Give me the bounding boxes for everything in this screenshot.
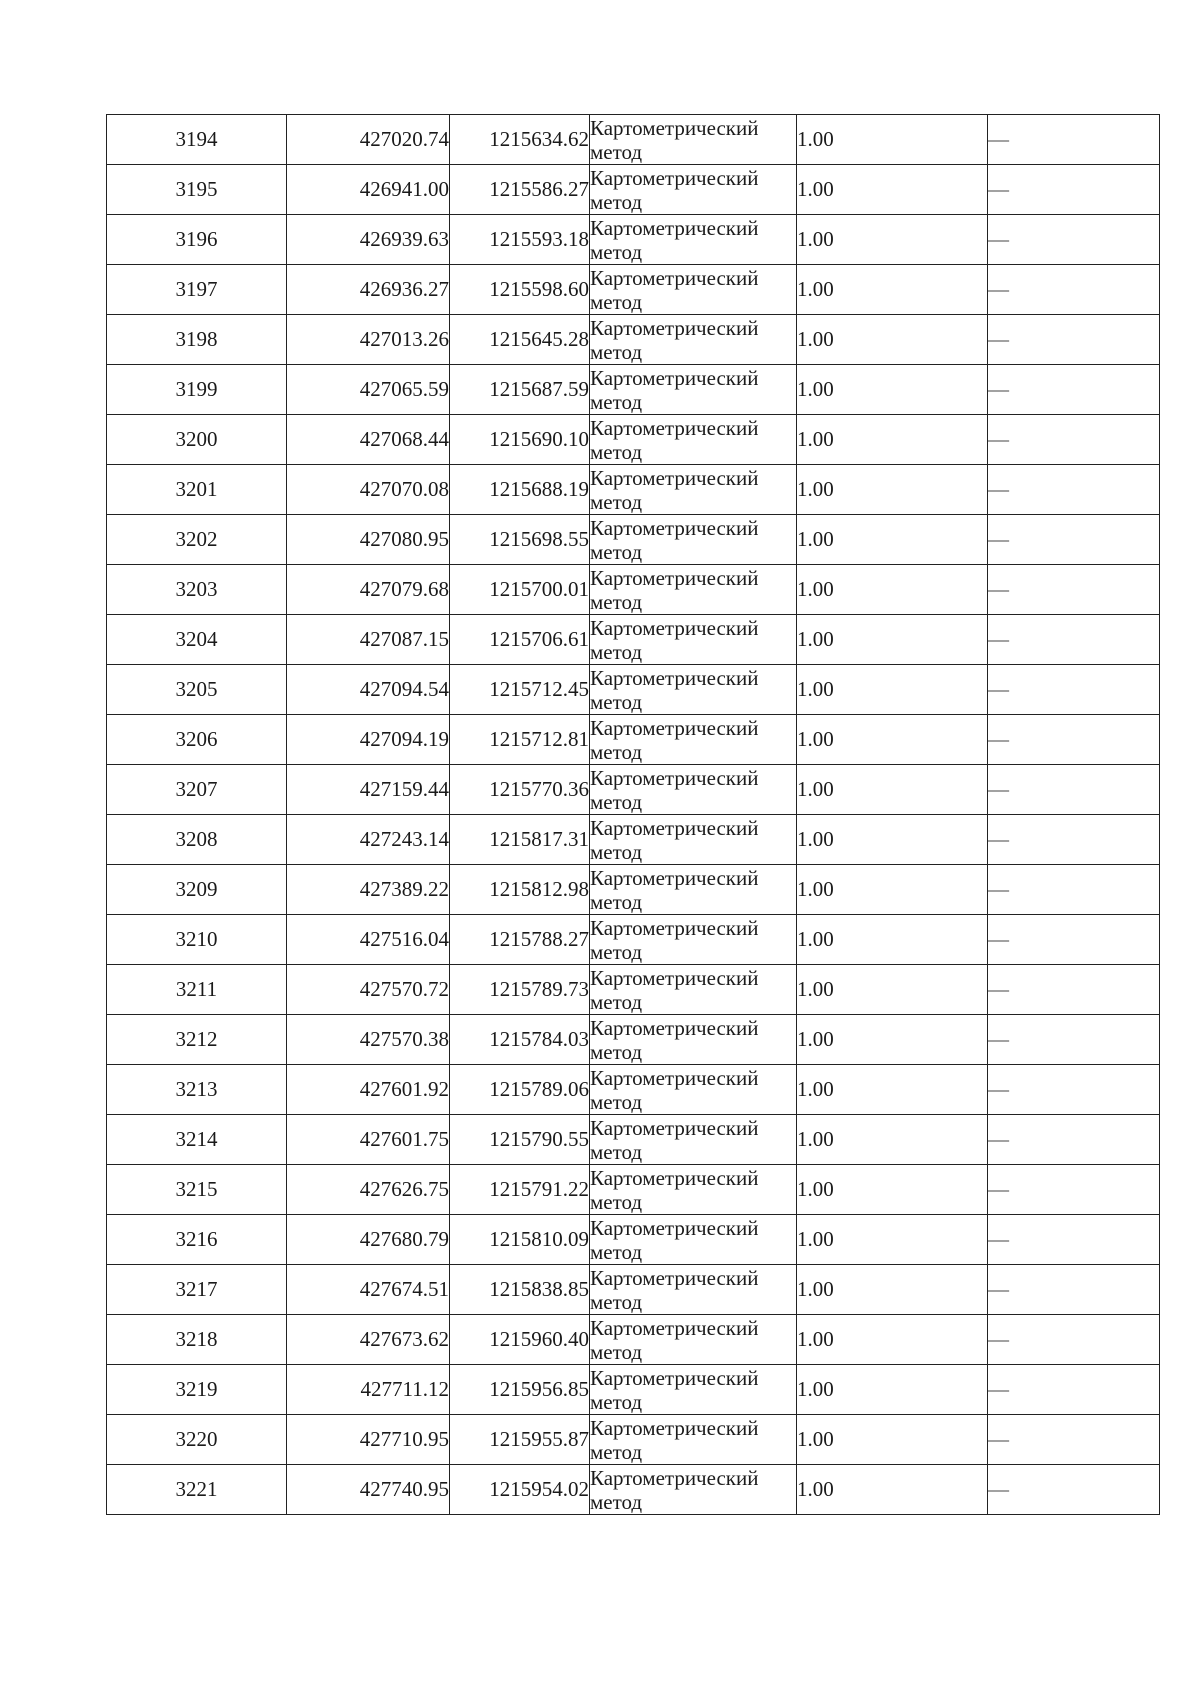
method-text: Картометрический	[590, 1315, 759, 1340]
table-row	[107, 1215, 1160, 1265]
method-cell	[590, 1115, 797, 1165]
method-text: Картометрический	[590, 1265, 759, 1290]
x-coordinate-cell: 427673.62	[287, 1315, 450, 1365]
table-row	[107, 215, 1160, 265]
point-number-cell: 3200	[107, 415, 287, 465]
point-number-cell: 3219	[107, 1365, 287, 1415]
method-text: Картометрический	[590, 115, 759, 140]
method-text: метод	[590, 189, 643, 214]
method-text: метод	[590, 289, 643, 314]
method-cell	[590, 515, 797, 565]
accuracy-cell: 1.00	[797, 915, 988, 965]
point-number-cell: 3197	[107, 265, 287, 315]
x-coordinate-cell: 426936.27	[287, 265, 450, 315]
accuracy-cell: 1.00	[797, 1215, 988, 1265]
point-number-cell: 3210	[107, 915, 287, 965]
method-cell	[590, 1465, 797, 1515]
y-coordinate-cell: 1215817.31	[450, 815, 590, 865]
method-cell	[590, 965, 797, 1015]
x-coordinate-cell: 427570.72	[287, 965, 450, 1015]
method-text: метод	[590, 389, 643, 414]
description-cell: —	[988, 1365, 1160, 1415]
point-number-cell: 3220	[107, 1415, 287, 1465]
x-coordinate-cell: 427516.04	[287, 915, 450, 965]
description-cell: —	[988, 1065, 1160, 1115]
table-row	[107, 1265, 1160, 1315]
description-cell: —	[988, 415, 1160, 465]
table-row	[107, 615, 1160, 665]
method-text: Картометрический	[590, 765, 759, 790]
method-text: метод	[590, 1139, 643, 1164]
table-row	[107, 165, 1160, 215]
table-row	[107, 415, 1160, 465]
description-cell: —	[988, 965, 1160, 1015]
method-text: Картометрический	[590, 365, 759, 390]
point-number-cell: 3217	[107, 1265, 287, 1315]
y-coordinate-cell: 1215688.19	[450, 465, 590, 515]
method-text: Картометрический	[590, 1215, 759, 1240]
method-text: Картометрический	[590, 965, 759, 990]
accuracy-cell: 1.00	[797, 1065, 988, 1115]
description-cell: —	[988, 765, 1160, 815]
description-cell: —	[988, 215, 1160, 265]
method-text: Картометрический	[590, 1465, 759, 1490]
method-text: метод	[590, 139, 643, 164]
method-text: Картометрический	[590, 215, 759, 240]
method-text: Картометрический	[590, 565, 759, 590]
description-cell: —	[988, 1465, 1160, 1515]
y-coordinate-cell: 1215687.59	[450, 365, 590, 415]
method-cell	[590, 465, 797, 515]
method-cell	[590, 265, 797, 315]
y-coordinate-cell: 1215955.87	[450, 1415, 590, 1465]
accuracy-cell: 1.00	[797, 965, 988, 1015]
method-text: Картометрический	[590, 615, 759, 640]
method-text: метод	[590, 1239, 643, 1264]
y-coordinate-cell: 1215645.28	[450, 315, 590, 365]
method-text: метод	[590, 989, 643, 1014]
method-text: метод	[590, 439, 643, 464]
description-cell: —	[988, 1315, 1160, 1365]
method-text: метод	[590, 1039, 643, 1064]
method-text: метод	[590, 589, 643, 614]
point-number-cell: 3204	[107, 615, 287, 665]
point-number-cell: 3194	[107, 115, 287, 165]
table-row	[107, 1315, 1160, 1365]
accuracy-cell: 1.00	[797, 765, 988, 815]
method-text: метод	[590, 239, 643, 264]
y-coordinate-cell: 1215770.36	[450, 765, 590, 815]
y-coordinate-cell: 1215784.03	[450, 1015, 590, 1065]
x-coordinate-cell: 427065.59	[287, 365, 450, 415]
method-text: метод	[590, 889, 643, 914]
point-number-cell: 3198	[107, 315, 287, 365]
point-number-cell: 3214	[107, 1115, 287, 1165]
point-number-cell: 3216	[107, 1215, 287, 1265]
method-text: метод	[590, 739, 643, 764]
point-number-cell: 3202	[107, 515, 287, 565]
description-cell: —	[988, 715, 1160, 765]
method-text: метод	[590, 689, 643, 714]
y-coordinate-cell: 1215788.27	[450, 915, 590, 965]
x-coordinate-cell: 427711.12	[287, 1365, 450, 1415]
method-cell	[590, 365, 797, 415]
table-row	[107, 1115, 1160, 1165]
description-cell: —	[988, 615, 1160, 665]
y-coordinate-cell: 1215810.09	[450, 1215, 590, 1265]
method-cell	[590, 565, 797, 615]
accuracy-cell: 1.00	[797, 815, 988, 865]
method-cell	[590, 715, 797, 765]
description-cell: —	[988, 365, 1160, 415]
point-number-cell: 3208	[107, 815, 287, 865]
method-text: Картометрический	[590, 1165, 759, 1190]
accuracy-cell: 1.00	[797, 315, 988, 365]
method-text: Картометрический	[590, 1115, 759, 1140]
description-cell: —	[988, 1265, 1160, 1315]
description-cell: —	[988, 465, 1160, 515]
method-text: метод	[590, 1289, 643, 1314]
point-number-cell: 3196	[107, 215, 287, 265]
x-coordinate-cell: 427243.14	[287, 815, 450, 865]
method-cell	[590, 1315, 797, 1365]
method-text: метод	[590, 1489, 643, 1514]
table-row	[107, 665, 1160, 715]
table-row	[107, 915, 1160, 965]
method-text: метод	[590, 789, 643, 814]
x-coordinate-cell: 427094.19	[287, 715, 450, 765]
table-row	[107, 865, 1160, 915]
accuracy-cell: 1.00	[797, 715, 988, 765]
y-coordinate-cell: 1215706.61	[450, 615, 590, 665]
table-row	[107, 1415, 1160, 1465]
table-row	[107, 515, 1160, 565]
description-cell: —	[988, 1165, 1160, 1215]
accuracy-cell: 1.00	[797, 165, 988, 215]
method-text: метод	[590, 839, 643, 864]
coordinates-table	[106, 114, 1160, 1515]
method-text: Картометрический	[590, 465, 759, 490]
method-text: метод	[590, 539, 643, 564]
method-cell	[590, 1165, 797, 1215]
accuracy-cell: 1.00	[797, 1415, 988, 1465]
x-coordinate-cell: 427570.38	[287, 1015, 450, 1065]
table-row	[107, 1165, 1160, 1215]
x-coordinate-cell: 427080.95	[287, 515, 450, 565]
x-coordinate-cell: 427710.95	[287, 1415, 450, 1465]
method-cell	[590, 765, 797, 815]
table-row	[107, 1465, 1160, 1515]
table-row	[107, 715, 1160, 765]
table-row	[107, 365, 1160, 415]
y-coordinate-cell: 1215712.45	[450, 665, 590, 715]
method-text: Картометрический	[590, 1065, 759, 1090]
method-cell	[590, 315, 797, 365]
method-text: метод	[590, 339, 643, 364]
accuracy-cell: 1.00	[797, 365, 988, 415]
accuracy-cell: 1.00	[797, 515, 988, 565]
method-cell	[590, 815, 797, 865]
description-cell: —	[988, 115, 1160, 165]
accuracy-cell: 1.00	[797, 265, 988, 315]
point-number-cell: 3211	[107, 965, 287, 1015]
x-coordinate-cell: 427601.75	[287, 1115, 450, 1165]
accuracy-cell: 1.00	[797, 215, 988, 265]
method-text: метод	[590, 489, 643, 514]
point-number-cell: 3212	[107, 1015, 287, 1065]
point-number-cell: 3213	[107, 1065, 287, 1115]
point-number-cell: 3215	[107, 1165, 287, 1215]
accuracy-cell: 1.00	[797, 1315, 988, 1365]
method-text: метод	[590, 639, 643, 664]
accuracy-cell: 1.00	[797, 1465, 988, 1515]
accuracy-cell: 1.00	[797, 665, 988, 715]
method-text: Картометрический	[590, 865, 759, 890]
x-coordinate-cell: 426939.63	[287, 215, 450, 265]
accuracy-cell: 1.00	[797, 1265, 988, 1315]
method-cell	[590, 865, 797, 915]
accuracy-cell: 1.00	[797, 1115, 988, 1165]
y-coordinate-cell: 1215712.81	[450, 715, 590, 765]
method-cell	[590, 165, 797, 215]
y-coordinate-cell: 1215789.06	[450, 1065, 590, 1115]
point-number-cell: 3218	[107, 1315, 287, 1365]
point-number-cell: 3205	[107, 665, 287, 715]
method-cell	[590, 1415, 797, 1465]
method-text: метод	[590, 1339, 643, 1364]
point-number-cell: 3221	[107, 1465, 287, 1515]
description-cell: —	[988, 665, 1160, 715]
table-row	[107, 765, 1160, 815]
x-coordinate-cell: 427020.74	[287, 115, 450, 165]
description-cell: —	[988, 265, 1160, 315]
accuracy-cell: 1.00	[797, 1365, 988, 1415]
table-row	[107, 315, 1160, 365]
y-coordinate-cell: 1215690.10	[450, 415, 590, 465]
y-coordinate-cell: 1215586.27	[450, 165, 590, 215]
x-coordinate-cell: 427068.44	[287, 415, 450, 465]
table-row	[107, 965, 1160, 1015]
y-coordinate-cell: 1215956.85	[450, 1365, 590, 1415]
description-cell: —	[988, 515, 1160, 565]
description-cell: —	[988, 565, 1160, 615]
table-row	[107, 115, 1160, 165]
x-coordinate-cell: 427601.92	[287, 1065, 450, 1115]
accuracy-cell: 1.00	[797, 865, 988, 915]
y-coordinate-cell: 1215960.40	[450, 1315, 590, 1365]
method-cell	[590, 665, 797, 715]
coordinates-table-body	[107, 115, 1160, 1515]
accuracy-cell: 1.00	[797, 1165, 988, 1215]
method-text: Картометрический	[590, 1015, 759, 1040]
y-coordinate-cell: 1215838.85	[450, 1265, 590, 1315]
method-text: Картометрический	[590, 815, 759, 840]
method-cell	[590, 615, 797, 665]
method-cell	[590, 1265, 797, 1315]
point-number-cell: 3203	[107, 565, 287, 615]
description-cell: —	[988, 1415, 1160, 1465]
method-text: метод	[590, 1089, 643, 1114]
x-coordinate-cell: 427674.51	[287, 1265, 450, 1315]
accuracy-cell: 1.00	[797, 115, 988, 165]
method-text: метод	[590, 1189, 643, 1214]
method-text: метод	[590, 939, 643, 964]
accuracy-cell: 1.00	[797, 615, 988, 665]
method-text: Картометрический	[590, 665, 759, 690]
description-cell: —	[988, 1115, 1160, 1165]
method-text: Картометрический	[590, 1365, 759, 1390]
method-cell	[590, 415, 797, 465]
x-coordinate-cell: 427680.79	[287, 1215, 450, 1265]
description-cell: —	[988, 1015, 1160, 1065]
point-number-cell: 3201	[107, 465, 287, 515]
description-cell: —	[988, 915, 1160, 965]
method-text: метод	[590, 1439, 643, 1464]
x-coordinate-cell: 427094.54	[287, 665, 450, 715]
method-cell	[590, 1215, 797, 1265]
x-coordinate-cell: 427087.15	[287, 615, 450, 665]
description-cell: —	[988, 865, 1160, 915]
method-cell	[590, 115, 797, 165]
accuracy-cell: 1.00	[797, 1015, 988, 1065]
y-coordinate-cell: 1215634.62	[450, 115, 590, 165]
method-text: метод	[590, 1389, 643, 1414]
table-row	[107, 815, 1160, 865]
x-coordinate-cell: 427389.22	[287, 865, 450, 915]
point-number-cell: 3206	[107, 715, 287, 765]
table-row	[107, 565, 1160, 615]
method-text: Картометрический	[590, 315, 759, 340]
method-cell	[590, 1365, 797, 1415]
x-coordinate-cell: 427159.44	[287, 765, 450, 815]
method-text: Картометрический	[590, 915, 759, 940]
method-cell	[590, 215, 797, 265]
method-text: Картометрический	[590, 265, 759, 290]
method-cell	[590, 1065, 797, 1115]
table-row	[107, 1365, 1160, 1415]
x-coordinate-cell: 427079.68	[287, 565, 450, 615]
x-coordinate-cell: 427070.08	[287, 465, 450, 515]
x-coordinate-cell: 426941.00	[287, 165, 450, 215]
method-text: Картометрический	[590, 715, 759, 740]
method-text: Картометрический	[590, 415, 759, 440]
y-coordinate-cell: 1215700.01	[450, 565, 590, 615]
method-cell	[590, 915, 797, 965]
description-cell: —	[988, 1215, 1160, 1265]
y-coordinate-cell: 1215791.22	[450, 1165, 590, 1215]
method-text: Картометрический	[590, 515, 759, 540]
y-coordinate-cell: 1215698.55	[450, 515, 590, 565]
y-coordinate-cell: 1215598.60	[450, 265, 590, 315]
y-coordinate-cell: 1215790.55	[450, 1115, 590, 1165]
point-number-cell: 3195	[107, 165, 287, 215]
accuracy-cell: 1.00	[797, 565, 988, 615]
table-row	[107, 265, 1160, 315]
y-coordinate-cell: 1215593.18	[450, 215, 590, 265]
accuracy-cell: 1.00	[797, 415, 988, 465]
y-coordinate-cell: 1215812.98	[450, 865, 590, 915]
point-number-cell: 3209	[107, 865, 287, 915]
table-row	[107, 1015, 1160, 1065]
point-number-cell: 3207	[107, 765, 287, 815]
accuracy-cell: 1.00	[797, 465, 988, 515]
x-coordinate-cell: 427013.26	[287, 315, 450, 365]
table-row	[107, 465, 1160, 515]
table-row	[107, 1065, 1160, 1115]
x-coordinate-cell: 427626.75	[287, 1165, 450, 1215]
point-number-cell: 3199	[107, 365, 287, 415]
method-text: Картометрический	[590, 165, 759, 190]
description-cell: —	[988, 815, 1160, 865]
method-cell	[590, 1015, 797, 1065]
x-coordinate-cell: 427740.95	[287, 1465, 450, 1515]
method-text: Картометрический	[590, 1415, 759, 1440]
y-coordinate-cell: 1215789.73	[450, 965, 590, 1015]
description-cell: —	[988, 165, 1160, 215]
y-coordinate-cell: 1215954.02	[450, 1465, 590, 1515]
description-cell: —	[988, 315, 1160, 365]
